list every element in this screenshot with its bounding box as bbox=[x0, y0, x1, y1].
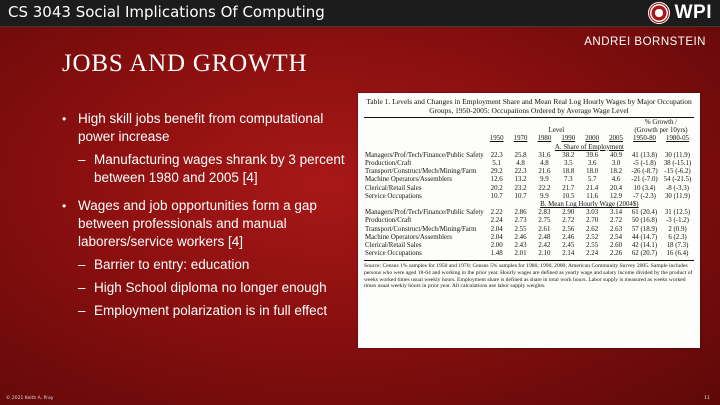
cell-value: 2.52 bbox=[586, 233, 599, 241]
cell-value: 9.9 bbox=[540, 192, 549, 200]
cell-value: 2.70 bbox=[586, 217, 599, 225]
growth-value: -15 (-6.2) bbox=[664, 168, 691, 176]
cell-value: 2.55 bbox=[586, 242, 599, 250]
cell-value: 2.72 bbox=[562, 217, 575, 225]
cell-value: 20.4 bbox=[610, 184, 623, 192]
table-source-note: Source: Census 1% samples for 1950 and 1970; Census 5% samples for 1980, 1990, 2000; American Community Survey 2005. Sample includes persons who were aged 18-64 and working in the prior year. Hourly wages are defined as yearly wage and salary income divided by the product of weeks worked times usual weekly hours. Employment share is defined as share in total work hours. Labor supply is measured as weeks worked times usual weekly hours in prior year. All calculations use labor supply weights. bbox=[364, 263, 693, 290]
copyright: © 2021 Keith A. Pray bbox=[6, 396, 54, 401]
cell-value: 2.86 bbox=[514, 209, 527, 217]
cell-value: 2.24 bbox=[586, 250, 599, 258]
cell-value: 2.61 bbox=[538, 225, 551, 233]
cell-value: 25.8 bbox=[514, 151, 527, 159]
cell-value: 10.7 bbox=[490, 192, 503, 200]
cell-value: 2.26 bbox=[610, 250, 623, 258]
growth-value: -8 (-3.3) bbox=[666, 184, 689, 192]
table-row bbox=[364, 226, 694, 234]
cell-value: 3.0 bbox=[611, 160, 621, 168]
top-bar bbox=[0, 0, 720, 27]
cell-value: 4.6 bbox=[611, 176, 621, 184]
table-row bbox=[364, 185, 694, 193]
cell-value: 2.14 bbox=[562, 250, 575, 258]
year-header-blank bbox=[364, 135, 485, 143]
table-caption: Table 1. Levels and Changes in Employment Share and Mean Real Log Hourly Wages by Major Occupation Groups, 1950-2005: Occupations Ordered by Average Wage Level bbox=[366, 97, 692, 115]
cell-value: 9.9 bbox=[540, 176, 549, 184]
year-header: 1990 bbox=[561, 135, 576, 143]
cell-value: 3.03 bbox=[586, 209, 599, 217]
cell-value: 3.5 bbox=[563, 160, 573, 168]
period-header: 1950-80 bbox=[633, 135, 656, 143]
growth-value: 38 (-15.1) bbox=[663, 160, 692, 168]
cell-value: 11.6 bbox=[586, 192, 599, 200]
growth-value: 57 (18.9) bbox=[631, 225, 658, 233]
cell-value: 2.60 bbox=[610, 242, 623, 250]
row-label: Service Occupations bbox=[365, 192, 422, 200]
cell-value: 2.62 bbox=[586, 225, 599, 233]
cell-value: 10.7 bbox=[514, 192, 527, 200]
growth-value: 10 (3.4) bbox=[633, 184, 656, 192]
table-row bbox=[364, 193, 694, 201]
cell-value: 2.48 bbox=[538, 233, 551, 241]
cell-value: 13.2 bbox=[514, 176, 527, 184]
cell-value: 1.48 bbox=[490, 250, 503, 258]
cell-value: 10.5 bbox=[562, 192, 575, 200]
row-label: Transport/Construct/Mech/Mining/Farm bbox=[365, 168, 477, 176]
growth-value: -5 (-1.8) bbox=[633, 160, 656, 168]
cell-value: 2.46 bbox=[514, 233, 527, 241]
wpi-logo bbox=[648, 2, 712, 24]
growth-subheader: (Growth per 10yrs) bbox=[634, 127, 688, 135]
row-label: Production/Craft bbox=[365, 160, 412, 168]
cell-value: 2.72 bbox=[610, 217, 623, 225]
row-label: Service Occupations bbox=[365, 250, 422, 258]
growth-value: 50 (16.8) bbox=[631, 217, 658, 225]
bullet-item: • High skill jobs benefit from computational power increase bbox=[62, 110, 352, 146]
table-image bbox=[358, 93, 700, 348]
growth-value: 18 (7.3) bbox=[666, 242, 689, 250]
cell-value: 18.2 bbox=[610, 168, 623, 176]
growth-value: 61 (20.4) bbox=[631, 209, 658, 217]
growth-value: 6 (2.3) bbox=[668, 233, 687, 241]
growth-value: -3 (-1.2) bbox=[666, 217, 689, 225]
row-label: Managers/Prof/Tech/Finance/Public Safety bbox=[365, 209, 484, 217]
sub-bullet-item: – Employment polarization is in full effect bbox=[62, 302, 352, 320]
row-label: Clerical/Retail Sales bbox=[365, 184, 422, 192]
cell-value: 20.2 bbox=[490, 184, 503, 192]
growth-value: 16 (6.4) bbox=[666, 250, 689, 258]
row-label: Production/Craft bbox=[365, 217, 412, 225]
bullet-item: • Wages and job opportunities form a gap between professionals and manual laborers/service workers [4] bbox=[62, 197, 352, 251]
sub-bullet-item: – Manufacturing wages shrank by 3 percent between 1980 and 2005 [4] bbox=[62, 151, 352, 187]
cell-value: 18.8 bbox=[562, 168, 575, 176]
cell-value: 2.54 bbox=[610, 233, 623, 241]
author-name: ANDREI BORNSTEIN bbox=[584, 36, 706, 48]
growth-value: 30 (11.9) bbox=[664, 151, 690, 159]
panel-a-title: A. Share of Employment bbox=[554, 143, 624, 151]
cell-value: 5.7 bbox=[587, 176, 597, 184]
cell-value: 2.04 bbox=[490, 233, 503, 241]
growth-value: 44 (14.7) bbox=[631, 233, 658, 241]
row-label: Machine Operators/Assemblers bbox=[365, 233, 453, 241]
growth-value: 42 (14.1) bbox=[631, 242, 658, 250]
slide-number: 11 bbox=[704, 396, 710, 401]
row-label: Clerical/Retail Sales bbox=[365, 242, 422, 250]
cell-value: 2.01 bbox=[514, 250, 527, 258]
growth-value: 31 (12.5) bbox=[664, 209, 691, 217]
table-row bbox=[364, 176, 694, 184]
cell-value: 12.6 bbox=[490, 176, 503, 184]
year-header: 1980 bbox=[537, 135, 552, 143]
cell-value: 22.3 bbox=[490, 151, 503, 159]
cell-value: 3.6 bbox=[587, 160, 597, 168]
cell-value: 2.75 bbox=[538, 217, 551, 225]
table-row bbox=[364, 168, 694, 176]
slide-title: JOBS AND GROWTH bbox=[62, 50, 308, 77]
cell-value: 21.4 bbox=[586, 184, 599, 192]
cell-value: 22.2 bbox=[538, 184, 551, 192]
growth-value: -7 (-2.3) bbox=[633, 192, 656, 200]
cell-value: 38.2 bbox=[562, 151, 575, 159]
growth-value: 30 (11.9) bbox=[664, 192, 690, 200]
cell-value: 2.55 bbox=[514, 225, 527, 233]
cell-value: 39.6 bbox=[586, 151, 599, 159]
growth-value: 54 (-21.5) bbox=[663, 176, 692, 184]
cell-value: 2.00 bbox=[490, 242, 503, 250]
level-header: Level bbox=[548, 127, 565, 135]
cell-value: 2.43 bbox=[514, 242, 527, 250]
table-row bbox=[364, 160, 694, 168]
wpi-seal-icon bbox=[648, 2, 670, 24]
year-header: 2005 bbox=[609, 135, 623, 143]
table-row bbox=[364, 242, 694, 250]
row-label: Managers/Prof/Tech/Finance/Public Safety bbox=[365, 151, 484, 159]
row-label: Machine Operators/Assemblers bbox=[365, 176, 453, 184]
year-header: 1970 bbox=[513, 135, 528, 143]
cell-value: 29.2 bbox=[490, 168, 503, 176]
cell-value: 2.63 bbox=[610, 225, 623, 233]
growth-value: 41 (13.8) bbox=[631, 151, 658, 159]
cell-value: 21.6 bbox=[538, 168, 551, 176]
year-header: 2000 bbox=[585, 135, 600, 143]
cell-value: 18.0 bbox=[586, 168, 599, 176]
period-header: 1980-05 bbox=[666, 135, 689, 143]
growth-value: -26 (-8.7) bbox=[631, 168, 658, 176]
cell-value: 2.04 bbox=[490, 225, 503, 233]
cell-value: 2.42 bbox=[538, 242, 551, 250]
cell-value: 31.6 bbox=[538, 151, 551, 159]
row-label: Transport/Construct/Mech/Mining/Farm bbox=[365, 225, 477, 233]
table-row bbox=[364, 217, 694, 225]
cell-value: 2.90 bbox=[562, 209, 575, 217]
cell-value: 3.14 bbox=[610, 209, 623, 217]
cell-value: 12.9 bbox=[610, 192, 623, 200]
growth-value: 62 (20.7) bbox=[631, 250, 658, 258]
cell-value: 4.8 bbox=[540, 160, 549, 168]
cell-value: 40.9 bbox=[610, 151, 623, 159]
cell-value: 2.22 bbox=[490, 209, 503, 217]
cell-value: 21.7 bbox=[562, 184, 575, 192]
cell-value: 4.8 bbox=[516, 160, 525, 168]
panel-b-title: B. Mean Log Hourly Wage (2004$) bbox=[540, 201, 639, 209]
wage-table bbox=[364, 119, 694, 258]
growth-value: -21 (-7.0) bbox=[631, 176, 658, 184]
sub-bullet-item: – Barrier to entry: education bbox=[62, 256, 352, 274]
cell-value: 2.83 bbox=[538, 209, 551, 217]
cell-value: 2.46 bbox=[562, 233, 575, 241]
cell-value: 2.73 bbox=[514, 217, 527, 225]
cell-value: 5.1 bbox=[492, 160, 501, 168]
cell-value: 7.3 bbox=[563, 176, 573, 184]
year-header: 1950 bbox=[489, 135, 504, 143]
table-row bbox=[364, 250, 694, 258]
cell-value: 2.45 bbox=[562, 242, 575, 250]
sub-bullet-item: – High School diploma no longer enough bbox=[62, 279, 352, 297]
cell-value: 22.3 bbox=[514, 168, 527, 176]
table-row bbox=[364, 152, 694, 160]
table-row bbox=[364, 234, 694, 242]
cell-value: 2.10 bbox=[538, 250, 551, 258]
course-title: CS 3043 Social Implications Of Computing bbox=[8, 3, 325, 21]
growth-value: 2 (0.9) bbox=[668, 225, 687, 233]
bullet-list bbox=[62, 110, 352, 325]
table-row bbox=[364, 209, 694, 217]
cell-value: 23.2 bbox=[514, 184, 527, 192]
growth-header: % Growth / bbox=[644, 119, 678, 126]
cell-value: 2.56 bbox=[562, 225, 575, 233]
cell-value: 2.24 bbox=[490, 217, 503, 225]
wpi-logo-text: WPI bbox=[674, 2, 712, 23]
